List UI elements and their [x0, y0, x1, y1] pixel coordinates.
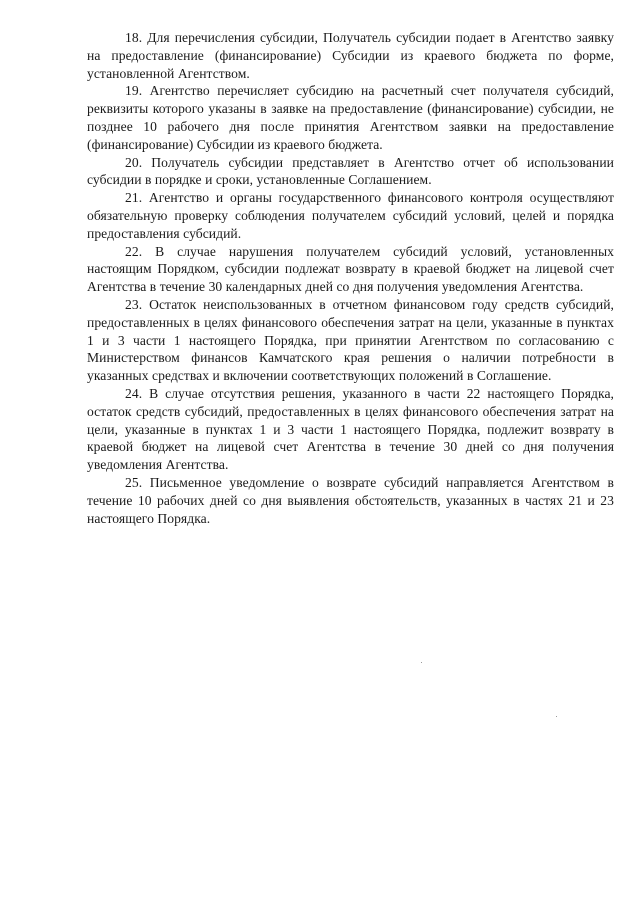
paragraph-21: 21. Агентство и органы государственного финансового контроля осуществляют обязательную проверку соблюдения получателем субсидий условий, целей и порядка предоставления субсидий. — [87, 190, 614, 241]
paragraph-19: 19. Агентство перечисляет субсидию на расчетный счет получателя субсидий, реквизиты которого указаны в заявке на предоставление (финансирование) субсидии, не позднее 10 рабочего дня после принятия Агентством заявки на предоставление (финансирование) Субсидии из краевого бюджета. — [87, 83, 614, 152]
scan-speck — [556, 716, 557, 717]
paragraph-25: 25. Письменное уведомление о возврате субсидий направляется Агентством в течение 10 рабочих дней со дня выявления обстоятельств, указанных в частях 21 и 23 настоящего Порядка. — [87, 474, 614, 526]
paragraph-22: 22. В случае нарушения получателем субсидий условий, установленных настоящим Порядком, субсидии подлежат возврату в краевой бюджет на лицевой счет Агентства в течение 30 календарных дней со дня получения уведомления Агентства. — [87, 243, 614, 295]
paragraph-24: 24. В случае отсутствия решения, указанного в части 22 настоящего Порядка, остаток средств субсидий, предоставленных в целях финансового обеспечения затрат на цели, указанные в пунктах 1 и 3 части 1 настоящего Порядка, подлежит возврату в краевой бюджет на лицевой счет Агентства в течение 30 дней со дня получения уведомления Агентства. — [87, 385, 614, 473]
paragraph-18: 18. Для перечисления субсидии, Получатель субсидии подает в Агентство заявку на предоставление (финансирование) Субсидии из краевого бюджета по форме, установленной Агентством. — [87, 30, 614, 81]
scan-speck — [421, 662, 422, 663]
document-page — [87, 29, 614, 527]
paragraph-23: 23. Остаток неиспользованных в отчетном финансовом году средств субсидий, предоставленных в целях финансового обеспечения затрат на цели, указанные в пунктах 1 и 3 части 1 настоящего Порядка, при принятии Агентством по согласованию с Министерством финансов Камчатского края решения о наличии потребности в указанных средствах и включении соответствующих положений в Соглашение. — [87, 296, 614, 384]
paragraph-20: 20. Получатель субсидии представляет в Агентство отчет об использовании субсидии в порядке и сроки, установленные Соглашением. — [87, 154, 614, 188]
